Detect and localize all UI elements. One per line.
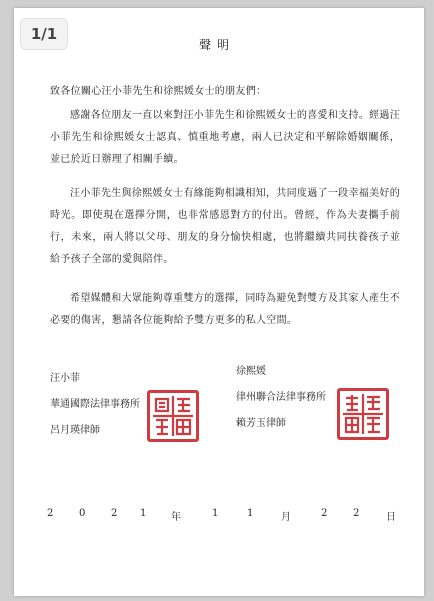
- date-char: 1: [140, 508, 147, 519]
- lawyer-seal-stamp: [337, 388, 389, 440]
- date-char: 2: [47, 508, 54, 519]
- date-char: 年: [171, 512, 181, 523]
- greeting-line: 致各位關心汪小菲先生和徐熙媛女士的朋友們：: [50, 86, 267, 97]
- signatory-name: 汪小菲: [50, 373, 80, 384]
- seal-stamp-icon: [150, 393, 196, 439]
- signature-block-right: [236, 363, 326, 441]
- date-char: 1: [247, 508, 254, 519]
- paragraph-1: 感謝各位朋友一直以來對汪小菲先生和徐熙媛女士的喜愛和支持。經過汪小菲先生和徐熙媛女士認真、慎重地考慮，兩人已決定和平解除婚姻關係，並已於近日辦理了相關手續。: [50, 110, 400, 165]
- date-char: 0: [79, 508, 86, 519]
- lawyer-seal-stamp: [147, 390, 199, 442]
- signatory-firm: 華通國際法律事務所: [50, 399, 140, 410]
- signatory-name: 徐熙媛: [236, 366, 266, 377]
- signatory-firm: 律州聯合法律事務所: [236, 392, 326, 403]
- date-char: 日: [386, 512, 396, 523]
- signature-block-left: [50, 370, 140, 448]
- page-counter: 1/1: [20, 18, 68, 50]
- paragraph-2: 汪小菲先生與徐熙媛女士有緣能夠相識相知，共同度過了一段幸福美好的時光。即使現在選擇分開，也非常感恩對方的付出。曾經，作為夫妻攜手前行，未來，兩人將以父母、朋友的身分愉快相處，也將繼續共同扶養孩子並給予孩子全部的愛與陪伴。: [50, 188, 400, 265]
- signatory-lawyer: 呂月瑛律師: [50, 425, 100, 436]
- paragraph-3: 希望媒體和大眾能夠尊重雙方的選擇，同時為避免對雙方及其家人產生不必要的傷害，懇請各位能夠給予雙方更多的私人空間。: [50, 293, 400, 326]
- date-char: 2: [321, 508, 328, 519]
- date-char: 月: [281, 512, 291, 523]
- date-char: 2: [353, 508, 360, 519]
- seal-stamp-icon: [340, 391, 386, 437]
- signatory-lawyer: 賴芳玉律師: [236, 418, 286, 429]
- date-char: 1: [212, 508, 219, 519]
- document-title: 聲明: [198, 38, 235, 52]
- date-char: 2: [111, 508, 118, 519]
